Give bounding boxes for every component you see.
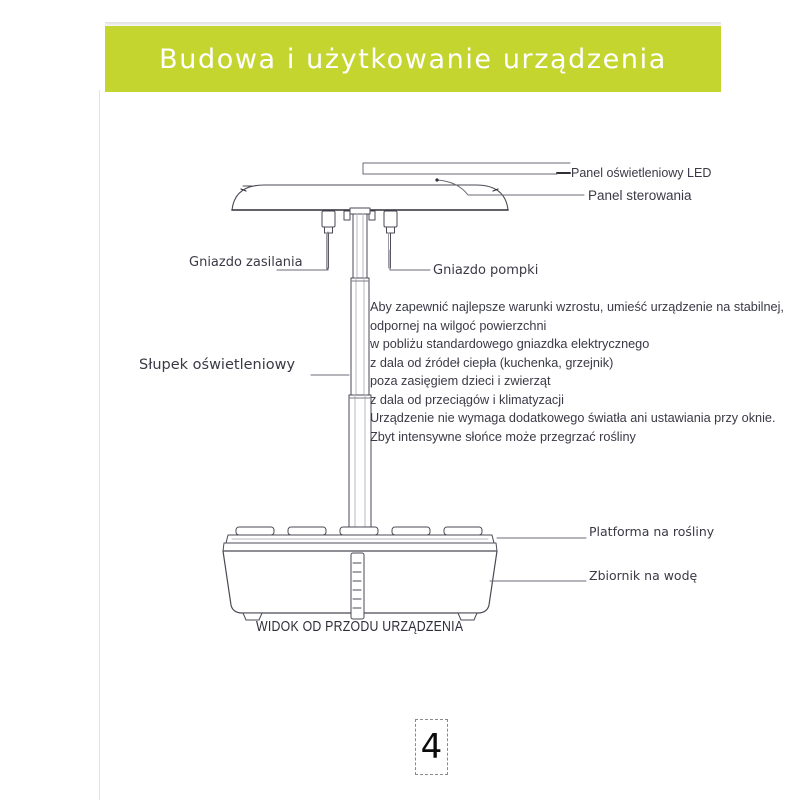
label-light-pole: Słupek oświetleniowy <box>139 357 296 373</box>
instruction-line: z dala od przeciągów i klimatyzacji <box>370 392 564 407</box>
label-control-panel: Panel sterowania <box>588 188 692 203</box>
instruction-line: Urządzenie nie wymaga dodatkowego światła ani ustawiania przy oknie. <box>370 411 776 425</box>
page-number: 4 <box>420 727 443 767</box>
instruction-line: z dala od źródeł ciepła (kuchenka, grzejnik) <box>370 355 614 370</box>
label-water-tank: Zbiornik na wodę <box>589 568 698 583</box>
instruction-line: Zbyt intensywne słońce może przegrzać rośliny <box>370 429 636 444</box>
label-led-panel: Panel oświetleniowy LED <box>571 166 712 180</box>
leader-led-panel <box>363 163 570 174</box>
label-power-socket: Gniazdo zasilania <box>189 255 303 270</box>
instruction-line: Aby zapewnić najlepsze warunki wzrostu, umieść urządzenie na stabilnej, <box>370 300 784 314</box>
label-pump-socket: Gniazdo pompki <box>433 263 539 278</box>
leader-pump-socket <box>390 250 430 270</box>
diagram-caption: WIDOK OD PRZODU URZĄDZENIA <box>256 618 464 635</box>
instruction-line: poza zasięgiem dzieci i zwierząt <box>370 374 551 388</box>
lamp-hood <box>232 185 508 210</box>
instruction-line: w pobliżu standardowego gniazdka elektrycznego <box>370 337 650 351</box>
instruction-line: odpornej na wilgoć powierzchni <box>370 318 547 333</box>
instructions-block <box>370 298 784 446</box>
page-title: Budowa i użytkowanie urządzenia <box>159 43 667 75</box>
label-plant-platform: Platforma na rośliny <box>589 524 715 539</box>
